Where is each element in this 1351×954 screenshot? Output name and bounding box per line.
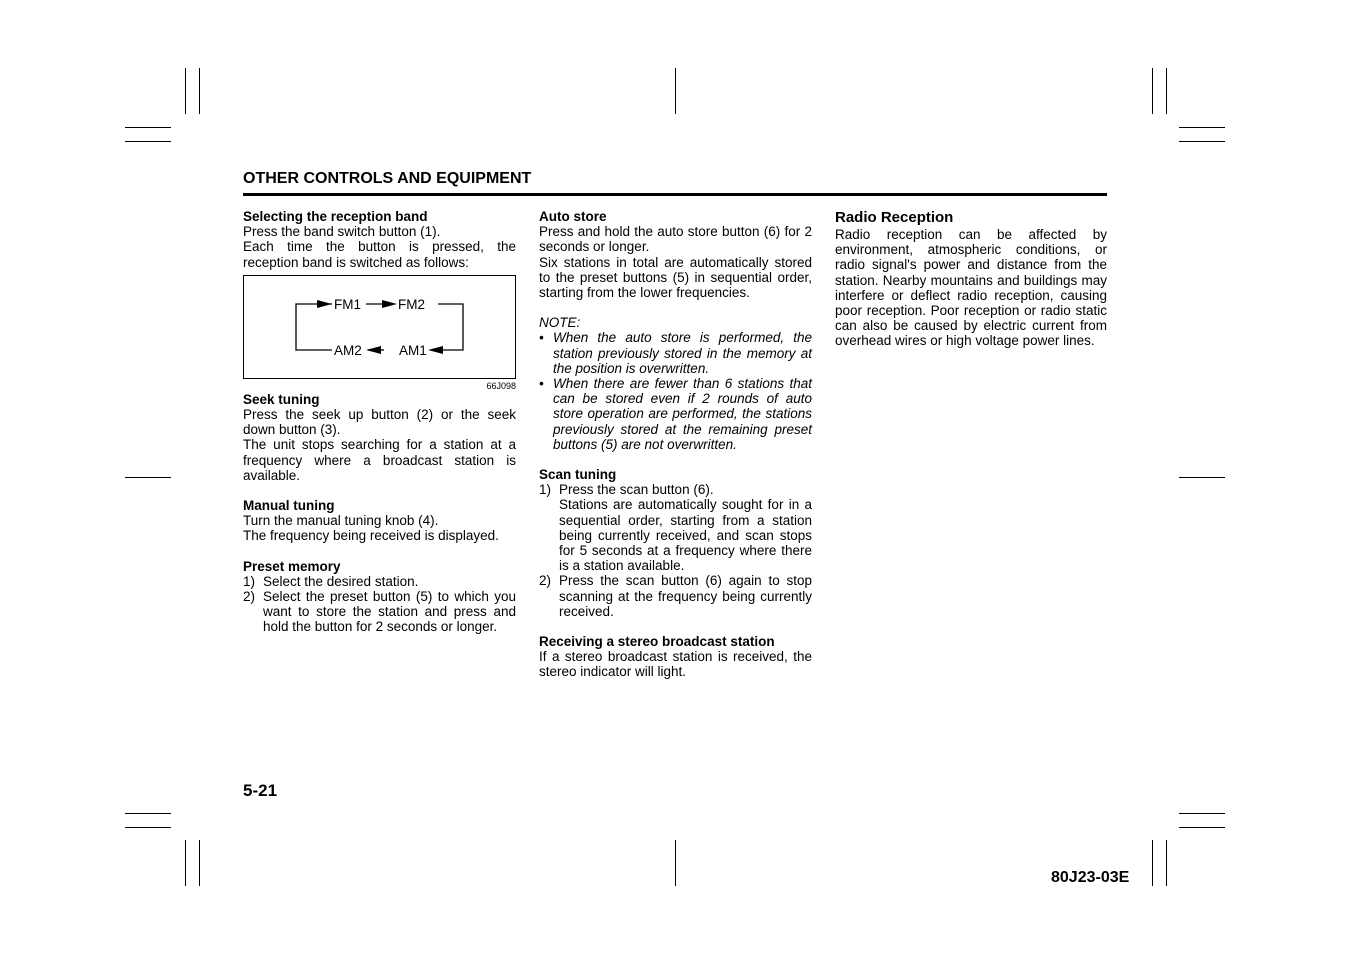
fm2-label: FM2 xyxy=(398,296,425,312)
list-text: Select the preset button (5) to which you want to store the station and press and hold the button for 2 seconds or longer. xyxy=(263,589,516,635)
list-item xyxy=(243,574,516,589)
page-header: OTHER CONTROLS AND EQUIPMENT xyxy=(243,170,532,187)
crop-mark xyxy=(1152,840,1153,886)
section-heading: Receiving a stereo broadcast station xyxy=(539,634,775,650)
crop-mark xyxy=(1179,813,1225,814)
paragraph: Press the band switch button (1). xyxy=(243,224,441,240)
crop-mark xyxy=(199,840,200,886)
crop-mark xyxy=(1179,827,1225,828)
am2-label: AM2 xyxy=(334,342,362,358)
list-item xyxy=(539,482,812,573)
note-text: When the auto store is performed, the station previously stored in the memory at the position is overwritten. xyxy=(553,330,812,376)
crop-mark xyxy=(675,68,676,114)
paragraph: Each time the button is pressed, the reception band is switched as follows: xyxy=(243,239,516,270)
band-cycle-diagram xyxy=(243,275,516,379)
fm1-label: FM1 xyxy=(334,296,361,312)
paragraph: The unit stops searching for a station at a frequency where a broadcast station is available. xyxy=(243,437,516,483)
section-heading: Manual tuning xyxy=(243,498,335,514)
column-right xyxy=(835,209,1107,349)
crop-mark xyxy=(125,813,171,814)
bullet: • xyxy=(539,330,544,346)
section-heading: Preset memory xyxy=(243,558,341,574)
note-label: NOTE: xyxy=(539,315,581,331)
list-number: 2) xyxy=(243,589,256,605)
crop-mark xyxy=(185,68,186,114)
band-cycle-arrows xyxy=(244,276,515,378)
crop-mark xyxy=(1166,840,1167,886)
crop-mark xyxy=(1179,127,1225,128)
document-code: 80J23-03E xyxy=(1051,869,1130,886)
crop-mark xyxy=(199,68,200,114)
crop-mark xyxy=(125,477,171,478)
list-number: 2) xyxy=(539,573,552,589)
paragraph: Six stations in total are automatically stored to the preset buttons (5) in sequential order, starting from the lower frequencies. xyxy=(539,254,812,301)
paragraph: Radio reception can be affected by environment, atmospheric conditions, or radio signal's power and distance from the station. Nearby mountains and buildings may interfere or deflect radio reception, causing poor reception. Poor reception or radio static can also be caused by electric current from overhead wires or high voltage power lines. xyxy=(835,227,1107,349)
am1-label: AM1 xyxy=(399,342,427,358)
note-item xyxy=(539,376,812,452)
crop-mark xyxy=(125,827,171,828)
paragraph: Turn the manual tuning knob (4). xyxy=(243,513,439,529)
list-subtext: Stations are automatically sought for in a sequential order, starting from a station being currently received, and scan stops for 5 seconds at a frequency where there is a station available. xyxy=(559,497,812,574)
column-middle xyxy=(539,209,812,680)
crop-mark xyxy=(125,141,171,142)
paragraph: Press and hold the auto store button (6) for 2 seconds or longer. xyxy=(539,224,812,255)
bullet: • xyxy=(539,376,544,392)
list-item xyxy=(243,589,516,635)
note-text: When there are fewer than 6 stations that can be stored even if 2 rounds of auto store operation are performed, the stations previously stored at the remaining preset buttons (5) are not overwritten. xyxy=(553,376,812,452)
crop-mark xyxy=(675,840,676,886)
page-number: 5-21 xyxy=(243,781,278,800)
crop-mark xyxy=(1166,68,1167,114)
list-text: Press the scan button (6). xyxy=(559,482,714,498)
list-number: 1) xyxy=(539,482,552,498)
list-text: Select the desired station. xyxy=(263,573,419,589)
list-text: Press the scan button (6) again to stop scanning at the frequency being currently received. xyxy=(559,573,812,619)
section-heading: Scan tuning xyxy=(539,467,617,483)
paragraph: The frequency being received is displayed. xyxy=(243,528,499,544)
paragraph: If a stereo broadcast station is received, the stereo indicator will light. xyxy=(539,649,812,680)
note-item xyxy=(539,330,812,376)
column-left xyxy=(243,209,516,635)
paragraph: Press the seek up button (2) or the seek down button (3). xyxy=(243,407,516,438)
section-heading: Radio Reception xyxy=(835,209,954,226)
figure-id: 66J098 xyxy=(486,380,516,391)
crop-mark xyxy=(1179,141,1225,142)
section-heading: Seek tuning xyxy=(243,391,320,407)
section-heading: Auto store xyxy=(539,209,607,224)
list-number: 1) xyxy=(243,573,256,589)
header-rule xyxy=(243,193,1107,196)
list-item xyxy=(539,573,812,619)
section-heading: Selecting the reception band xyxy=(243,209,428,224)
crop-mark xyxy=(125,127,171,128)
crop-mark xyxy=(185,840,186,886)
crop-mark xyxy=(1152,68,1153,114)
crop-mark xyxy=(1179,477,1225,478)
